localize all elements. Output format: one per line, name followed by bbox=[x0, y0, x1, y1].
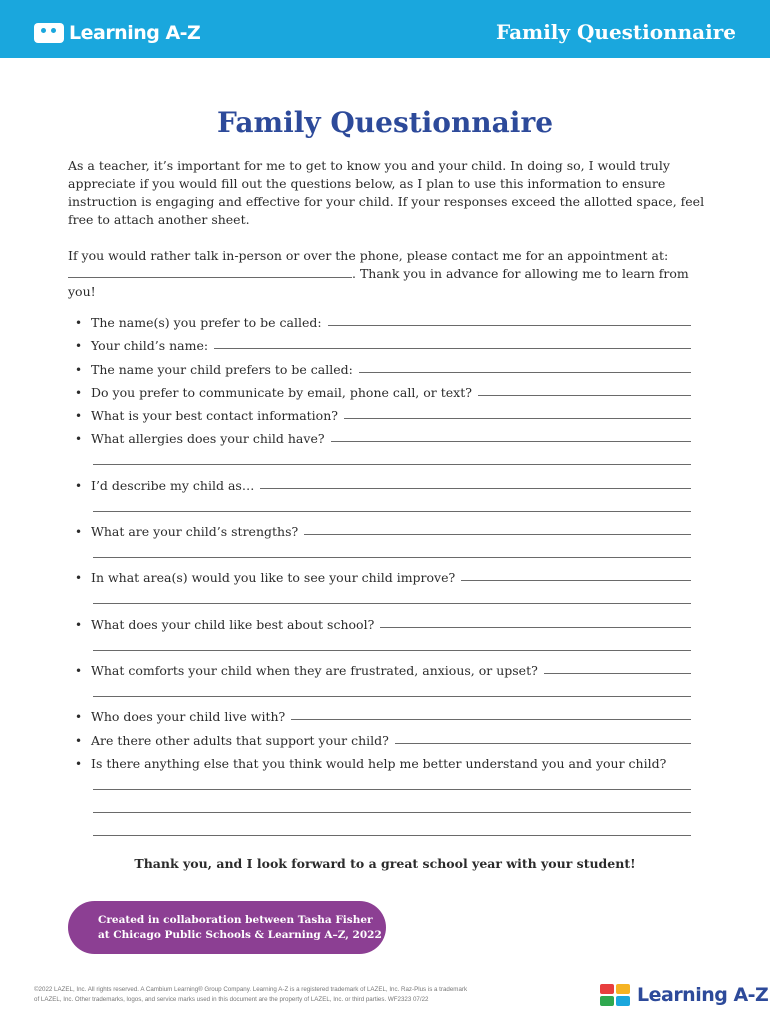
answer-line[interactable] bbox=[331, 441, 691, 442]
bullet-icon: • bbox=[75, 316, 83, 331]
credit-badge bbox=[68, 901, 386, 954]
bullet-icon: • bbox=[75, 756, 83, 771]
answer-line[interactable] bbox=[93, 511, 691, 512]
bullet-icon: • bbox=[75, 478, 83, 493]
answer-line-continued[interactable] bbox=[93, 493, 691, 516]
question-text: In what area(s) would you like to see your child improve? bbox=[91, 570, 456, 586]
answer-line[interactable] bbox=[93, 812, 691, 813]
question-row bbox=[75, 353, 691, 376]
bullet-icon: • bbox=[75, 524, 83, 539]
question-row bbox=[75, 423, 691, 446]
answer-line-continued[interactable] bbox=[93, 585, 691, 608]
contact-paragraph bbox=[68, 247, 708, 301]
logo-mark-icon bbox=[34, 23, 64, 43]
answer-line[interactable] bbox=[461, 580, 691, 581]
answer-line[interactable] bbox=[478, 395, 691, 396]
bullet-icon: • bbox=[75, 339, 83, 354]
answer-line-continued[interactable] bbox=[93, 817, 691, 840]
answer-line[interactable] bbox=[395, 743, 691, 744]
answer-line[interactable] bbox=[93, 603, 691, 604]
question-text: What is your best contact information? bbox=[91, 407, 338, 423]
question-row bbox=[75, 701, 691, 724]
bullet-icon: • bbox=[75, 617, 83, 632]
question-row bbox=[75, 608, 691, 631]
legal-line-1: ©2022 LAZEL, Inc. All rights reserved. A Cambium Learning® Group Company. Learning A-Z is a registered trademark of LAZEL, Inc. Raz-Plus is a trademark bbox=[34, 986, 468, 993]
question-text: Is there anything else that you think would help me better understand you and your child? bbox=[91, 755, 667, 771]
question-text: Do you prefer to communicate by email, phone call, or text? bbox=[91, 384, 472, 400]
bullet-icon: • bbox=[75, 664, 83, 678]
answer-line[interactable] bbox=[380, 627, 691, 628]
answer-line[interactable] bbox=[260, 488, 691, 489]
question-row bbox=[75, 724, 691, 747]
intro bbox=[68, 157, 708, 301]
bullet-icon: • bbox=[75, 432, 83, 447]
question-row bbox=[75, 516, 691, 539]
legal-text bbox=[34, 985, 484, 1005]
credit-line-2: at Chicago Public Schools & Learning A–Z, 2022 bbox=[98, 929, 382, 941]
answer-line-continued[interactable] bbox=[93, 678, 691, 701]
questions-list bbox=[75, 307, 691, 840]
question-text: The name(s) you prefer to be called: bbox=[91, 315, 322, 331]
bullet-icon: • bbox=[75, 362, 83, 377]
header-bar bbox=[0, 0, 770, 58]
page-title: Family Questionnaire bbox=[216, 106, 554, 139]
contact-text: If you would rather talk in-person or over the phone, please contact me for an appointment at: bbox=[68, 248, 669, 263]
answer-line[interactable] bbox=[359, 372, 691, 373]
question-text: What allergies does your child have? bbox=[91, 431, 325, 447]
answer-line[interactable] bbox=[93, 835, 691, 836]
question-row bbox=[75, 307, 691, 330]
credit-line-1: Created in collaboration between Tasha Fisher bbox=[98, 914, 373, 926]
question-text: Your child’s name: bbox=[91, 338, 209, 354]
learning-az-logo bbox=[34, 20, 200, 46]
bullet-icon: • bbox=[75, 408, 83, 423]
thanks-text: . Thank you in advance for allowing me to learn from you! bbox=[68, 266, 689, 299]
answer-line[interactable] bbox=[291, 719, 691, 720]
question-row bbox=[75, 469, 691, 492]
question-row bbox=[75, 562, 691, 585]
answer-line[interactable] bbox=[93, 557, 691, 558]
closing-text: Thank you, and I look forward to a great school year with your student! bbox=[134, 856, 636, 871]
header-title: Family Questionnaire bbox=[495, 20, 736, 44]
question-row bbox=[75, 377, 691, 400]
question-text: What does your child like best about school? bbox=[91, 616, 375, 632]
answer-line[interactable] bbox=[93, 464, 691, 465]
question-row bbox=[75, 330, 691, 353]
question-row bbox=[75, 400, 691, 423]
answer-line[interactable] bbox=[544, 673, 691, 674]
legal-line-2: of LAZEL, Inc. Other trademarks, logos, and service marks used in this document are the property of LAZEL, Inc. or third parties. WF2323 07/22 bbox=[34, 996, 429, 1003]
bullet-icon: • bbox=[75, 710, 83, 725]
question-text: What are your child’s strengths? bbox=[91, 523, 299, 539]
question-text: The name your child prefers to be called: bbox=[91, 361, 353, 377]
answer-line[interactable] bbox=[93, 789, 691, 790]
question-text: I’d describe my child as… bbox=[91, 477, 255, 493]
answer-line-continued[interactable] bbox=[93, 794, 691, 817]
question-row bbox=[75, 655, 691, 678]
answer-line[interactable] bbox=[214, 348, 691, 349]
logo-wordmark: Learning A-Z bbox=[69, 22, 201, 44]
contact-blank-line[interactable] bbox=[68, 265, 352, 278]
question-text: What comforts your child when they are frustrated, anxious, or upset? bbox=[91, 663, 538, 678]
answer-line-continued[interactable] bbox=[93, 539, 691, 562]
answer-line[interactable] bbox=[344, 418, 691, 419]
question-row bbox=[75, 748, 691, 771]
bullet-icon: • bbox=[75, 571, 83, 586]
answer-line[interactable] bbox=[93, 650, 691, 651]
logo-mark-icon bbox=[600, 984, 632, 1006]
learning-az-logo-footer bbox=[600, 982, 768, 1008]
intro-paragraph: As a teacher, it’s important for me to get to know you and your child. In doing so, I would truly appreciate if you would fill out the questions below, as I plan to use this information to ensure instruction is engaging and effective for your child. If your responses exceed the allotted space, feel free to attach another sheet. bbox=[68, 158, 705, 227]
answer-line-continued[interactable] bbox=[93, 771, 691, 794]
answer-line[interactable] bbox=[93, 696, 691, 697]
logo-wordmark: Learning A-Z bbox=[637, 984, 769, 1006]
bullet-icon: • bbox=[75, 385, 83, 400]
bullet-icon: • bbox=[75, 733, 83, 748]
question-text: Are there other adults that support your child? bbox=[91, 732, 389, 748]
question-text: Who does your child live with? bbox=[91, 709, 286, 725]
answer-line[interactable] bbox=[304, 534, 691, 535]
answer-line[interactable] bbox=[328, 325, 691, 326]
answer-line-continued[interactable] bbox=[93, 446, 691, 469]
answer-line-continued[interactable] bbox=[93, 632, 691, 655]
